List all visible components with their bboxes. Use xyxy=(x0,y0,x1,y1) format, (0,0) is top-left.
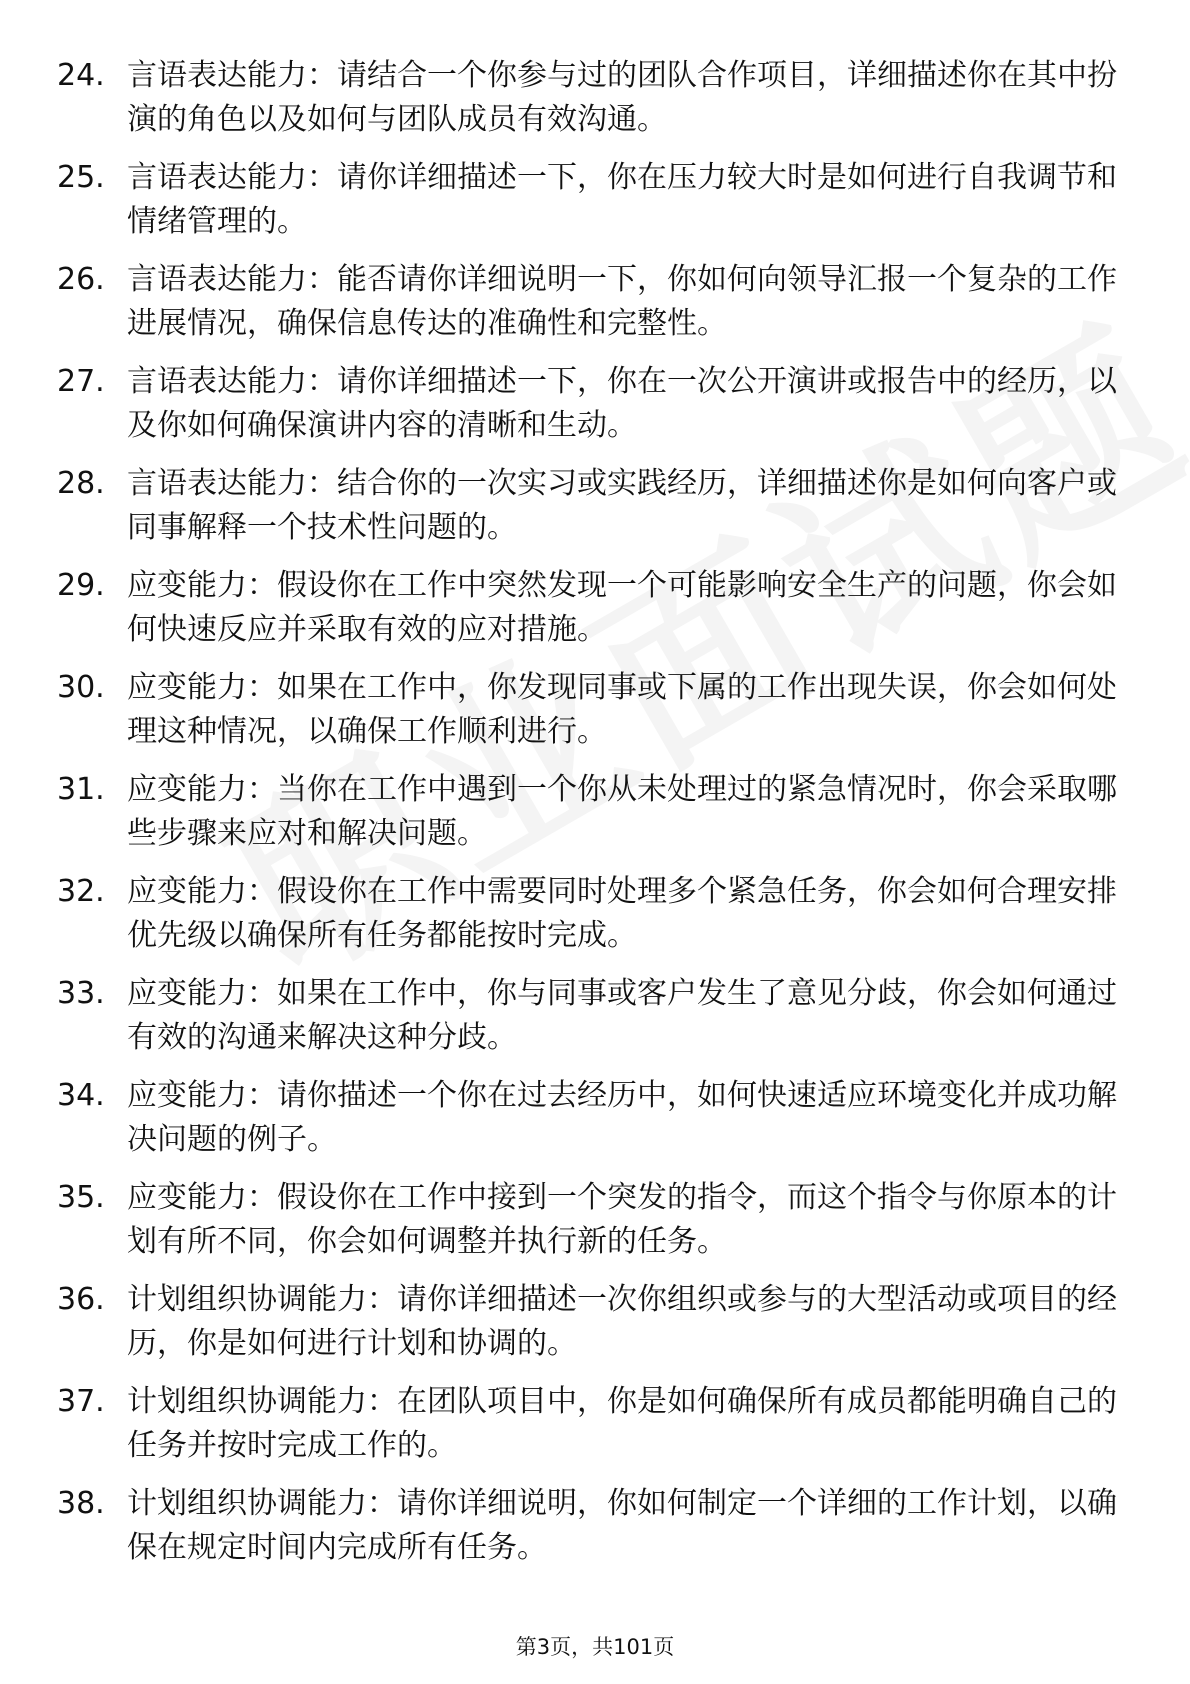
question-text: 应变能力：如果在工作中，你发现同事或下属的工作出现失误，你会如何处理这种情况，以确保工作顺利进行。 xyxy=(127,670,1117,749)
question-text: 言语表达能力：请你详细描述一下，你在压力较大时是如何进行自我调节和情绪管理的。 xyxy=(127,160,1117,239)
question-number: 32. xyxy=(57,874,105,909)
question-item xyxy=(0,1478,1190,1580)
question-text: 应变能力：请你描述一个你在过去经历中，如何快速适应环境变化并成功解决问题的例子。 xyxy=(127,1078,1117,1157)
question-item xyxy=(0,254,1190,356)
question-number: 34. xyxy=(57,1078,105,1113)
question-item xyxy=(0,152,1190,254)
question-item xyxy=(0,1274,1190,1376)
question-number: 24. xyxy=(57,58,105,93)
question-item xyxy=(0,1172,1190,1274)
question-item xyxy=(0,458,1190,560)
question-number: 28. xyxy=(57,466,105,501)
question-number: 37. xyxy=(57,1384,105,1419)
question-item xyxy=(0,866,1190,968)
question-item xyxy=(0,662,1190,764)
question-text: 应变能力：假设你在工作中需要同时处理多个紧急任务，你会如何合理安排优先级以确保所有任务都能按时完成。 xyxy=(127,874,1117,953)
question-number: 31. xyxy=(57,772,105,807)
question-item xyxy=(0,764,1190,866)
question-item xyxy=(0,356,1190,458)
question-list xyxy=(0,50,1190,1580)
question-number: 26. xyxy=(57,262,105,297)
question-number: 35. xyxy=(57,1180,105,1215)
question-number: 38. xyxy=(57,1486,105,1521)
question-item xyxy=(0,50,1190,152)
question-text: 言语表达能力：能否请你详细说明一下，你如何向领导汇报一个复杂的工作进展情况，确保信息传达的准确性和完整性。 xyxy=(127,262,1117,341)
question-number: 33. xyxy=(57,976,105,1011)
question-number: 30. xyxy=(57,670,105,705)
question-text: 计划组织协调能力：请你详细说明，你如何制定一个详细的工作计划，以确保在规定时间内完成所有任务。 xyxy=(127,1486,1117,1565)
question-text: 言语表达能力：请你详细描述一下，你在一次公开演讲或报告中的经历，以及你如何确保演讲内容的清晰和生动。 xyxy=(127,364,1117,443)
question-text: 应变能力：假设你在工作中突然发现一个可能影响安全生产的问题，你会如何快速反应并采取有效的应对措施。 xyxy=(127,568,1117,647)
question-item xyxy=(0,1070,1190,1172)
question-number: 29. xyxy=(57,568,105,603)
question-number: 36. xyxy=(57,1282,105,1317)
question-text: 言语表达能力：请结合一个你参与过的团队合作项目，详细描述你在其中扮演的角色以及如何与团队成员有效沟通。 xyxy=(127,58,1117,137)
question-text: 应变能力：当你在工作中遇到一个你从未处理过的紧急情况时，你会采取哪些步骤来应对和解决问题。 xyxy=(127,772,1117,851)
page-footer: 第3页，共101页 xyxy=(515,1635,675,1659)
question-text: 计划组织协调能力：在团队项目中，你是如何确保所有成员都能明确自己的任务并按时完成工作的。 xyxy=(127,1384,1117,1463)
question-item xyxy=(0,968,1190,1070)
question-item xyxy=(0,1376,1190,1478)
question-number: 27. xyxy=(57,364,105,399)
question-text: 计划组织协调能力：请你详细描述一次你组织或参与的大型活动或项目的经历，你是如何进行计划和协调的。 xyxy=(127,1282,1117,1361)
question-item xyxy=(0,560,1190,662)
question-text: 言语表达能力：结合你的一次实习或实践经历，详细描述你是如何向客户或同事解释一个技术性问题的。 xyxy=(127,466,1117,545)
question-number: 25. xyxy=(57,160,105,195)
question-text: 应变能力：如果在工作中，你与同事或客户发生了意见分歧，你会如何通过有效的沟通来解决这种分歧。 xyxy=(127,976,1117,1055)
question-text: 应变能力：假设你在工作中接到一个突发的指令，而这个指令与你原本的计划有所不同，你会如何调整并执行新的任务。 xyxy=(127,1180,1117,1259)
